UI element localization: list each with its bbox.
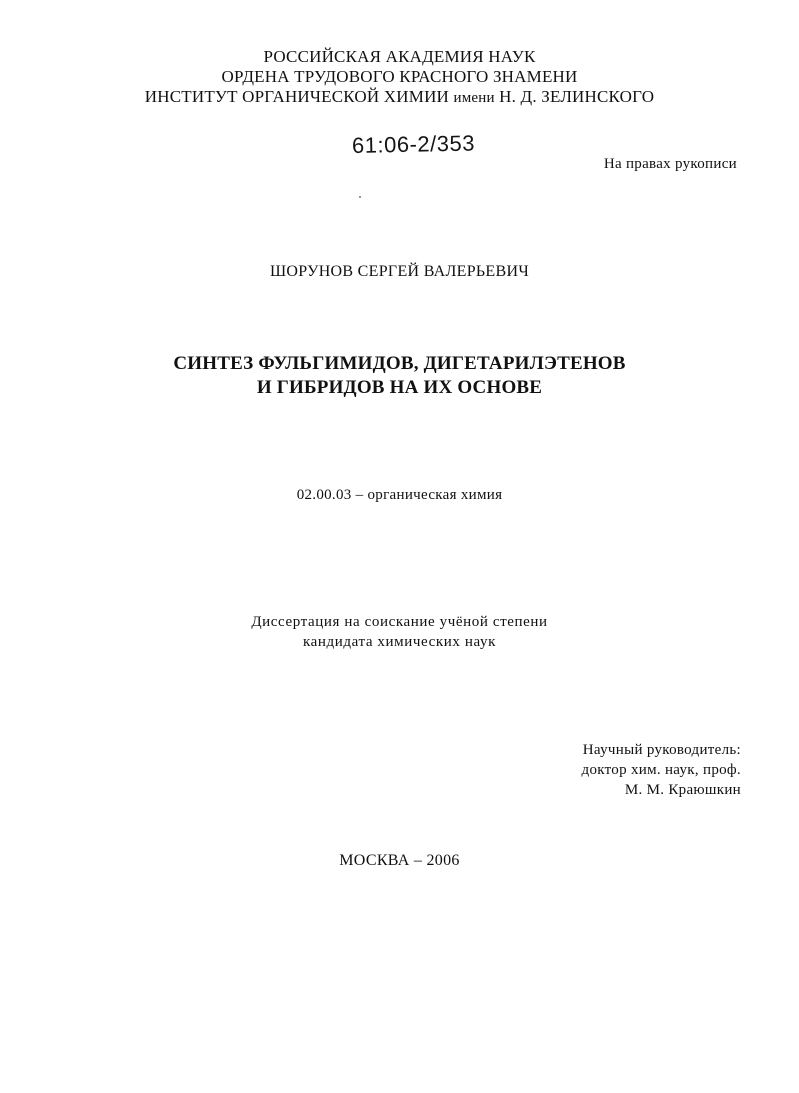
header-academy: РОССИЙСКАЯ АКАДЕМИЯ НАУК — [263, 47, 536, 66]
author-name: ШОРУНОВ СЕРГЕЙ ВАЛЕРЬЕВИЧ — [269, 263, 530, 280]
thesis-title-line-1: СИНТЕЗ ФУЛЬГИМИДОВ, ДИГЕТАРИЛЭТЕНОВ — [173, 353, 626, 374]
dissertation-degree-line-1: Диссертация на соискание учёной степени — [251, 614, 548, 630]
stray-dot — [359, 196, 361, 198]
library-stamp-code: 61:06-2/353 — [351, 130, 476, 158]
city-year: МОСКВА – 2006 — [339, 852, 460, 869]
manuscript-rights-note: На правах рукописи — [603, 156, 737, 172]
advisor-heading: Научный руководитель: — [582, 742, 741, 758]
advisor-degree: доктор хим. наук, проф. — [581, 762, 741, 778]
specialty-code: 02.00.03 – органическая химия — [296, 487, 503, 503]
header-order: ОРДЕНА ТРУДОВОГО КРАСНОГО ЗНАМЕНИ — [221, 67, 578, 86]
advisor-name: М. М. Краюшкин — [624, 782, 741, 798]
thesis-title-line-2: И ГИБРИДОВ НА ИХ ОСНОВЕ — [256, 377, 543, 398]
dissertation-degree-line-2: кандидата химических наук — [302, 634, 496, 650]
header-institute: ИНСТИТУТ ОРГАНИЧЕСКОЙ ХИМИИ имени Н. Д. ЗЕЛИНСКОГО — [144, 87, 655, 106]
